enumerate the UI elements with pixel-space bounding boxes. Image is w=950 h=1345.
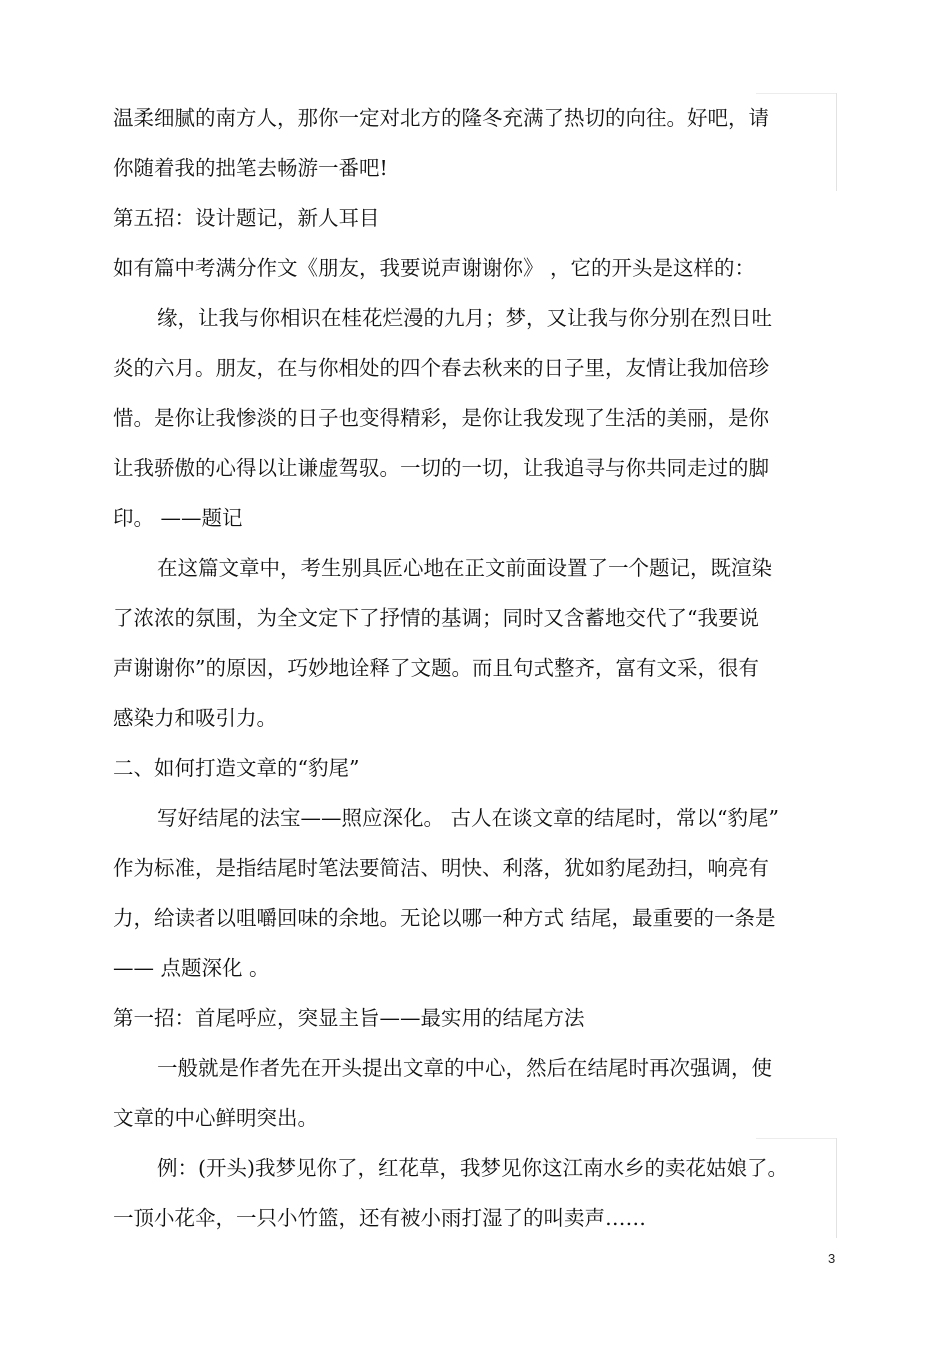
section-heading: 二、如何打造文章的“豹尾” — [113, 756, 360, 780]
text-line: 了浓浓的氛围，为全文定下了抒情的基调；同时又含蓄地交代了“我要说 — [113, 606, 759, 630]
section-heading: 第五招：设计题记，新人耳目 — [113, 206, 380, 230]
text-line: 力，给读者以咀嚼回味的余地。无论以哪一种方式 结尾，最重要的一条是 — [113, 906, 776, 930]
text-line: 例：(开头)我梦见你了，红花草，我梦见你这江南水乡的卖花姑娘了。 — [157, 1156, 788, 1180]
text-line: —— 点题深化 。 — [113, 956, 270, 980]
frame-top-border — [756, 93, 837, 94]
text-line: 如有篇中考满分作文《朋友，我要说声谢谢你》 ，它的开头是这样的： — [113, 256, 756, 280]
text-line: 感染力和吸引力。 — [113, 706, 277, 730]
text-line: 文章的中心鲜明突出。 — [113, 1106, 318, 1130]
text-line: 作为标准，是指结尾时笔法要简洁、明快、利落，犹如豹尾劲扫，响亮有 — [113, 856, 769, 880]
page-number: 3 — [828, 1251, 836, 1266]
frame-top-border — [756, 1138, 837, 1139]
text-line: 温柔细腻的南方人，那你一定对北方的隆冬充满了热切的向往。好吧，请 — [113, 106, 769, 130]
text-line: 惜。是你让我惨淡的日子也变得精彩，是你让我发现了生活的美丽，是你 — [113, 406, 769, 430]
frame-right-border — [836, 1138, 837, 1238]
text-line: 一般就是作者先在开头提出文章的中心，然后在结尾时再次强调，使 — [157, 1056, 772, 1080]
text-line: 声谢谢你”的原因，巧妙地诠释了文题。而且句式整齐，富有文采，很有 — [113, 656, 759, 680]
text-line: 缘，让我与你相识在桂花烂漫的九月；梦，又让我与你分别在烈日吐 — [157, 306, 772, 330]
text-line: 写好结尾的法宝——照应深化。 古人在谈文章的结尾时，常以“豹尾” — [157, 806, 779, 830]
text-line: 你随着我的拙笔去畅游一番吧! — [113, 156, 388, 180]
text-line: 印。 ——题记 — [113, 506, 243, 530]
text-line: 在这篇文章中，考生别具匠心地在正文前面设置了一个题记，既渲染 — [157, 556, 772, 580]
section-heading: 第一招：首尾呼应，突显主旨——最实用的结尾方法 — [113, 1006, 585, 1030]
frame-right-border — [836, 93, 837, 191]
text-line: 一顶小花伞，一只小竹篮，还有被小雨打湿了的叫卖声…… — [113, 1206, 646, 1230]
text-line: 炎的六月。朋友，在与你相处的四个春去秋来的日子里，友情让我加倍珍 — [113, 356, 769, 380]
text-line: 让我骄傲的心得以让谦虚驾驭。一切的一切，让我追寻与你共同走过的脚 — [113, 456, 769, 480]
